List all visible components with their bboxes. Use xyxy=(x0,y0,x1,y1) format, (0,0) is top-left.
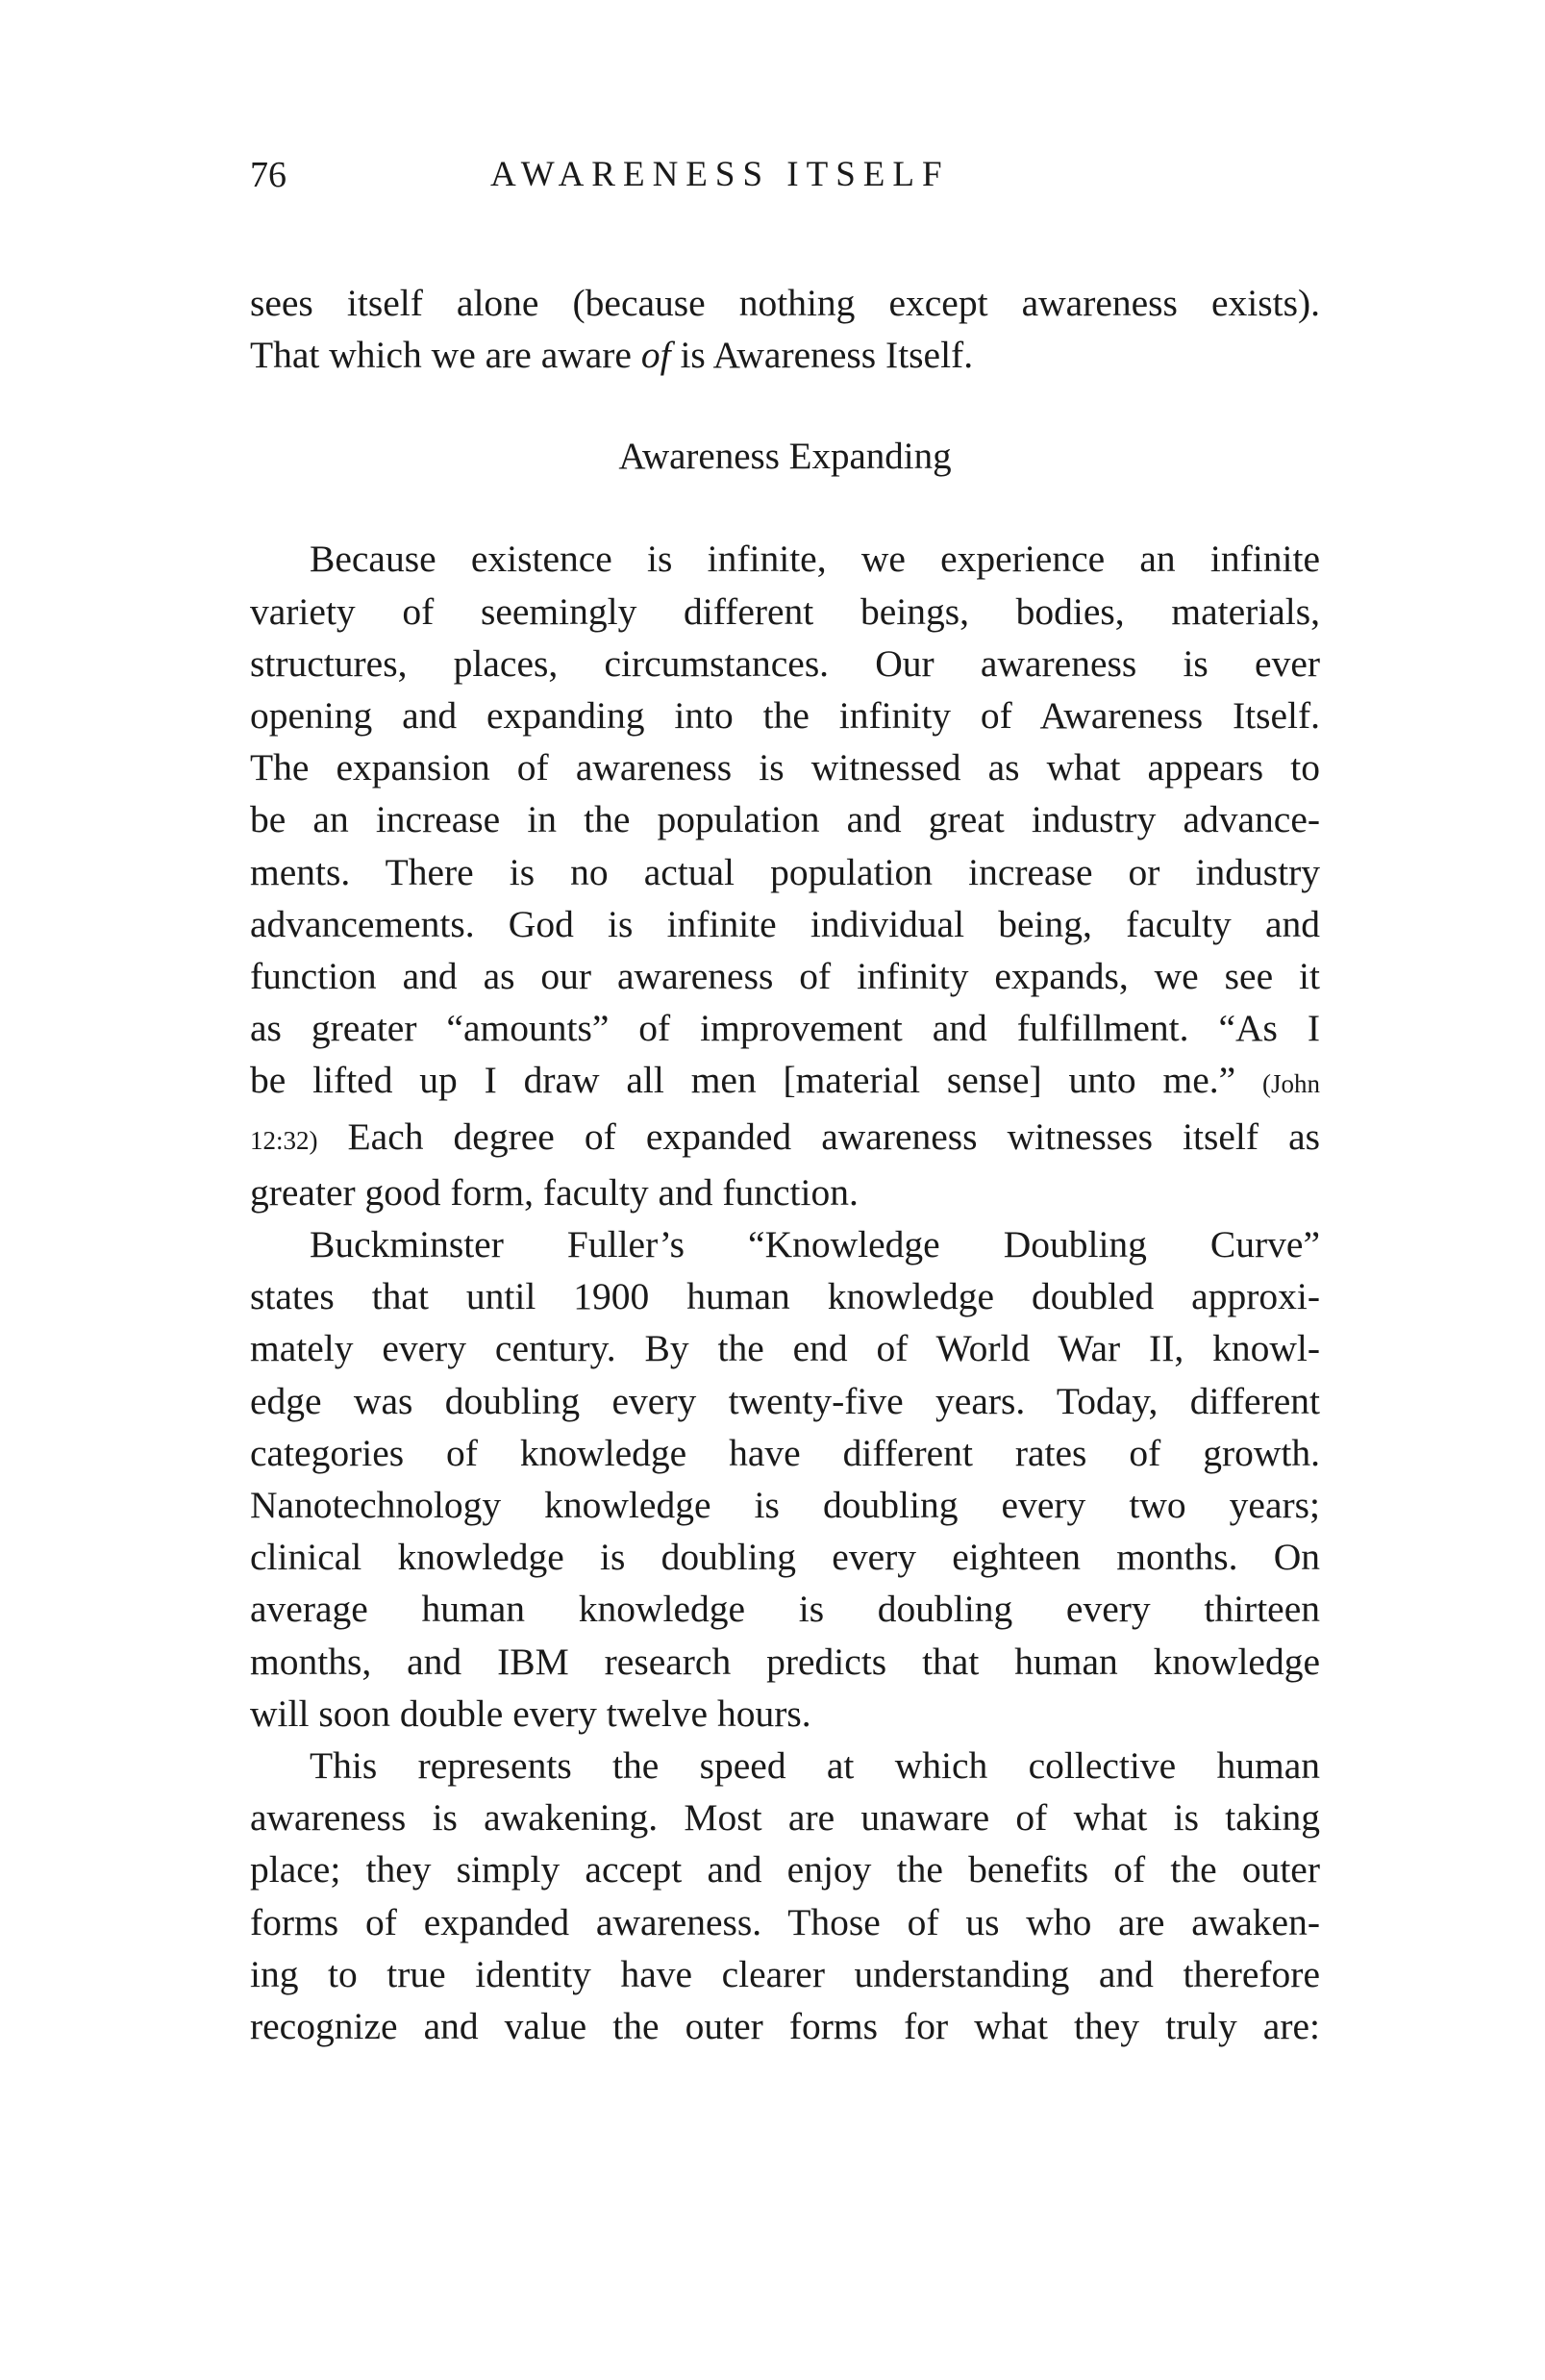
text-line: variety of seemingly different beings, bodies, materials, xyxy=(250,589,1320,633)
text-line: place; they simply accept and enjoy the benefits of the outer xyxy=(250,1848,1320,1891)
text-line: forms of expanded awareness. Those of us who are awaken- xyxy=(250,1900,1320,1943)
text-line: will soon double every twelve hours. xyxy=(250,1691,811,1735)
citation: (John xyxy=(1262,1069,1320,1099)
text-line: ing to true identity have clearer understanding and therefore xyxy=(250,1952,1320,1995)
text-line: categories of knowledge have different rates of growth. xyxy=(250,1431,1320,1474)
text-line: Buckminster Fuller’s “Knowledge Doubling Curve” xyxy=(310,1223,1320,1266)
text-line: function and as our awareness of infinity expands, we see it xyxy=(250,955,1320,998)
section-heading: Awareness Expanding xyxy=(618,436,952,478)
emphasis: of xyxy=(640,334,671,377)
text-line: months, and IBM research predicts that human knowledge xyxy=(250,1640,1320,1683)
text-line: be lifted up I draw all men [material sense] unto me.” (John xyxy=(250,1059,1320,1102)
text-line: structures, places, circumstances. Our awareness is ever xyxy=(250,641,1320,685)
text-line: mately every century. By the end of World War II, knowl- xyxy=(250,1327,1320,1370)
paragraph-2 xyxy=(250,1218,1320,1740)
text-line: The expansion of awareness is witnessed as what appears to xyxy=(250,746,1320,789)
text-line: Because existence is infinite, we experience an infinite xyxy=(310,538,1320,581)
text-line: opening and expanding into the infinity of Awareness Itself. xyxy=(250,694,1320,738)
text-line: greater good form, faculty and function. xyxy=(250,1170,859,1214)
page-number: 76 xyxy=(250,155,287,195)
text-line: as greater “amounts” of improvement and fulfillment. “As I xyxy=(250,1007,1320,1050)
citation: 12:32) xyxy=(250,1125,318,1155)
text-line: edge was doubling every twenty-five years. Today, different xyxy=(250,1379,1320,1422)
running-header xyxy=(250,154,1320,202)
text-line: average human knowledge is doubling every thirteen xyxy=(250,1588,1320,1631)
text-line: clinical knowledge is doubling every eighteen months. On xyxy=(250,1536,1320,1579)
paragraph-3 xyxy=(250,1740,1320,2052)
paragraph-1 xyxy=(250,533,1320,1218)
text-line: Nanotechnology knowledge is doubling every two years; xyxy=(250,1484,1320,1527)
text-line: ments. There is no actual population increase or industry xyxy=(250,850,1320,893)
running-title: AWARENESS ITSELF xyxy=(490,155,950,194)
text-line: advancements. God is infinite individual being, faculty and xyxy=(250,902,1320,945)
text-line: be an increase in the population and great industry advance- xyxy=(250,798,1320,841)
page-body xyxy=(250,277,1320,2052)
text-line: That which we are aware of is Awareness Itself. xyxy=(250,334,974,377)
text-line: This represents the speed at which collective human xyxy=(310,1744,1320,1788)
text-line: 12:32) Each degree of expanded awareness witnesses itself as xyxy=(250,1115,1320,1158)
text-line: recognize and value the outer forms for what they truly are: xyxy=(250,2005,1320,2048)
text-line: sees itself alone (because nothing except awareness exists). xyxy=(250,282,1320,324)
text-line: states that until 1900 human knowledge doubled approxi- xyxy=(250,1275,1320,1318)
text-line: awareness is awakening. Most are unaware of what is taking xyxy=(250,1796,1320,1840)
